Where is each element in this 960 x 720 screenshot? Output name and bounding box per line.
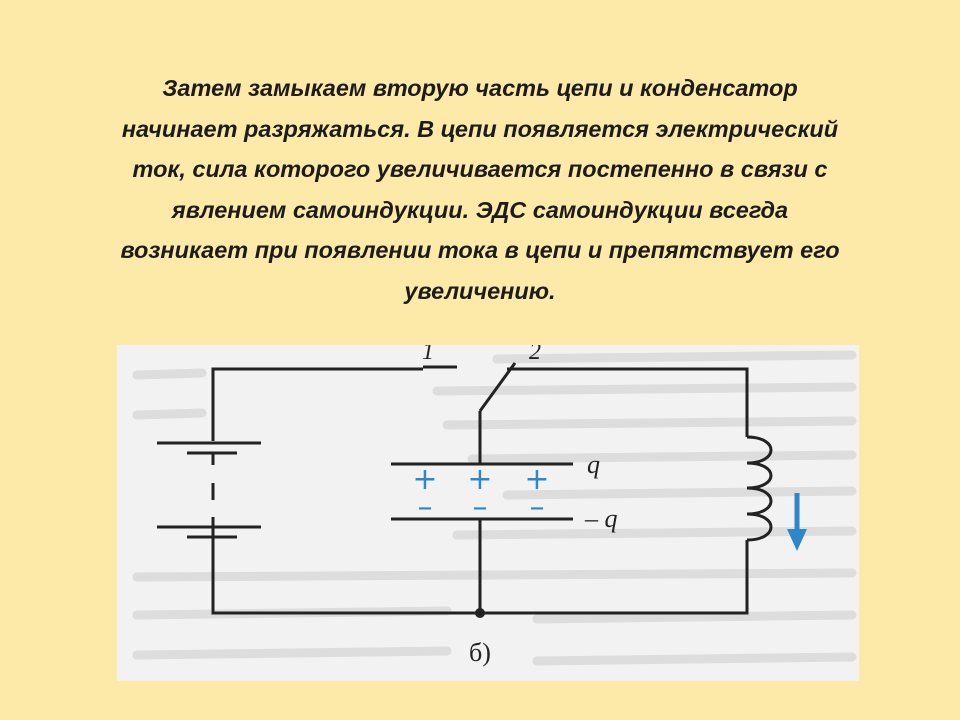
- paragraph-line-2: начинает разряжаться. В цепи появляется электрический: [121, 115, 839, 142]
- current-direction-arrow: [787, 493, 807, 551]
- switch-label-1: 1: [422, 345, 434, 365]
- circuit-diagram: [117, 345, 859, 681]
- bottom-plate-charge-label: – q: [585, 504, 618, 533]
- background-texture: [137, 355, 852, 661]
- paragraph-line-5: возникает при появлении тока в цепи и препятствует его: [120, 237, 840, 263]
- switch-label-2: 2: [529, 345, 541, 365]
- minus-charge-1: –: [417, 490, 433, 525]
- junction-dot: [475, 608, 485, 618]
- battery-symbol: [157, 443, 261, 550]
- plus-charge-2: +: [467, 462, 493, 497]
- description-paragraph: [40, 68, 920, 311]
- circuit-figure: [117, 345, 859, 681]
- plus-charge-3: +: [524, 462, 550, 497]
- paragraph-line-1: Затем замыкаем вторую часть цепи и конденсатор: [162, 75, 798, 101]
- top-plate-charge-label: q: [587, 450, 600, 479]
- minus-charge-3: –: [529, 490, 545, 525]
- plus-charge-1: +: [412, 462, 438, 497]
- paragraph-line-6: увеличению.: [404, 277, 556, 304]
- paragraph-line-3: ток, сила которого увеличивается постепенно в связи с: [132, 156, 828, 182]
- minus-charge-2: –: [472, 490, 488, 525]
- paragraph-line-4: явлением самоиндукции. ЭДС самоиндукции всегда: [171, 196, 789, 223]
- figure-caption: б): [469, 638, 491, 667]
